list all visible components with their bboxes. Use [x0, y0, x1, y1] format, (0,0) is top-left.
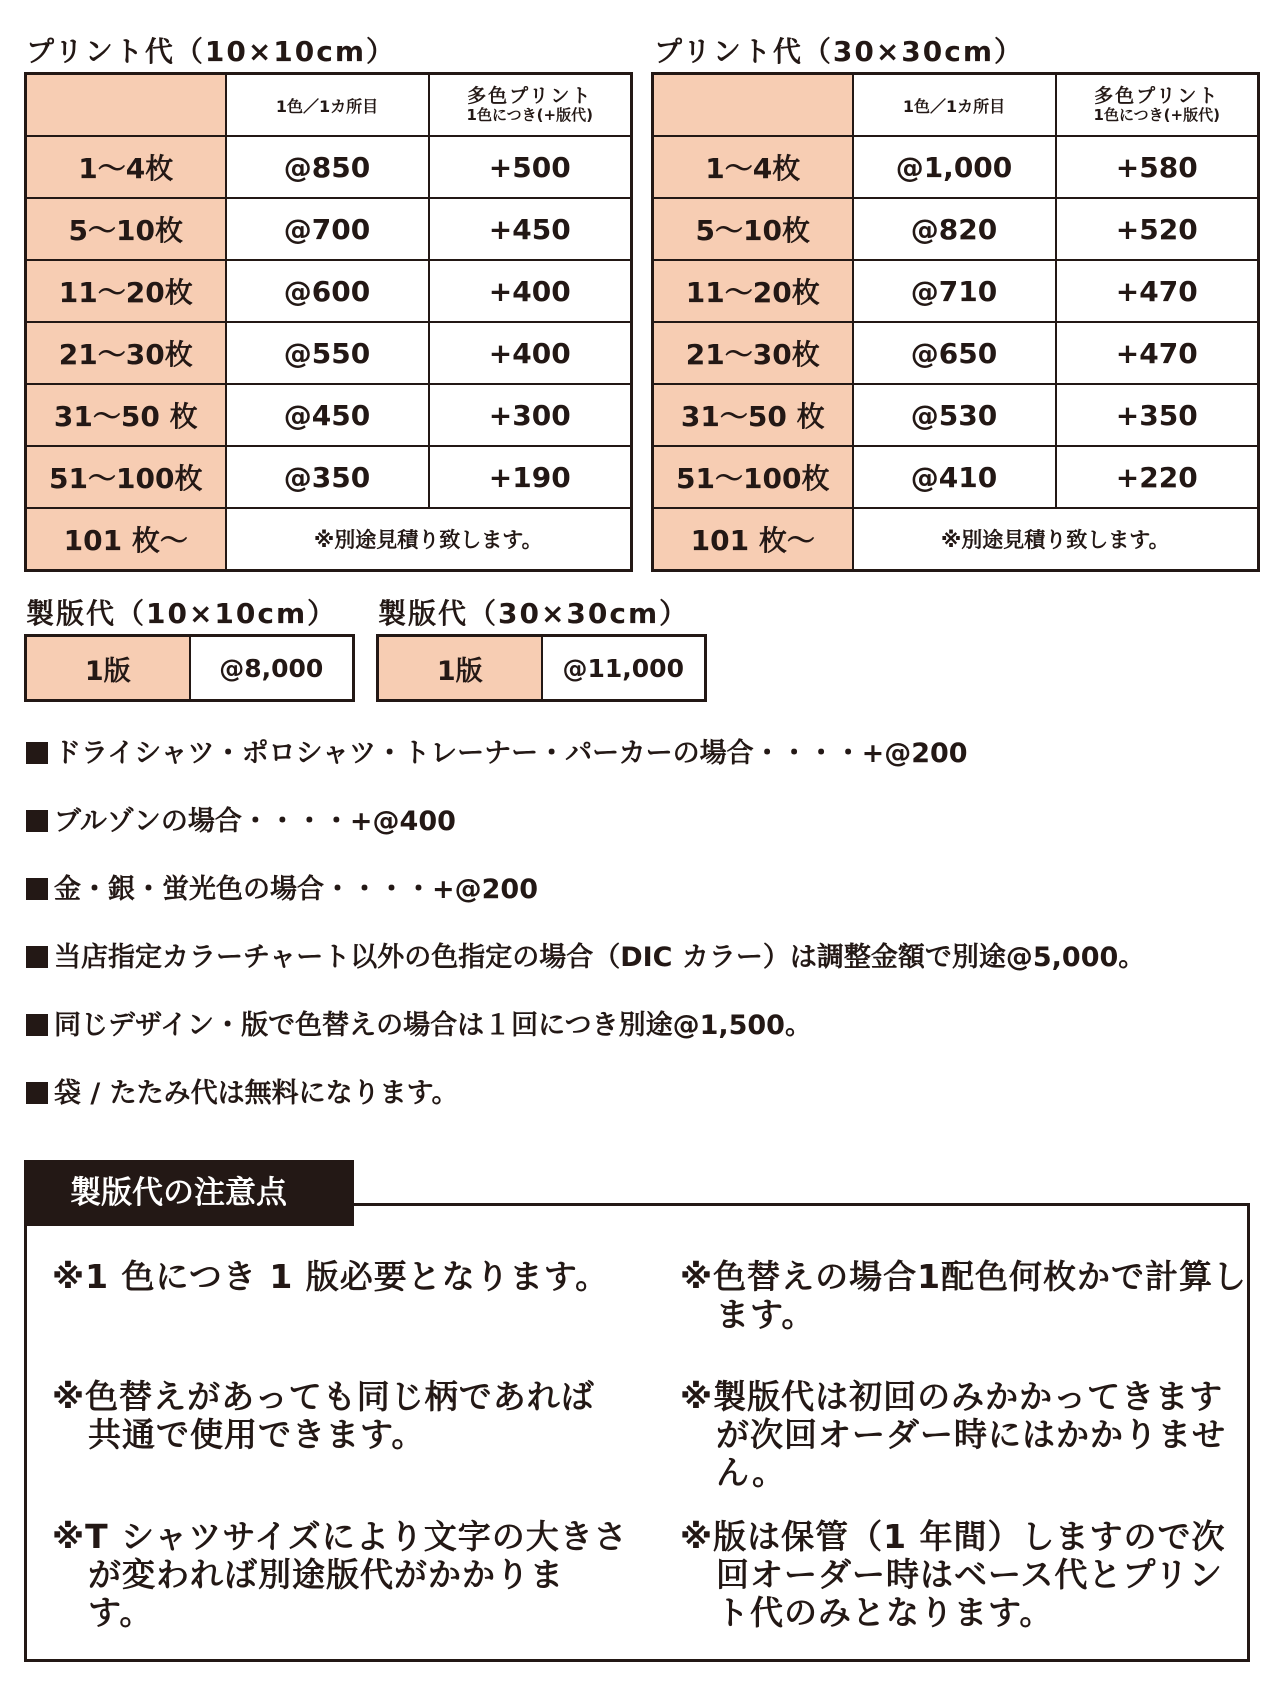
- multi-price-cell: +400: [429, 322, 632, 384]
- table-row: [653, 260, 1259, 322]
- header-single-color: 1色／1カ所目: [853, 74, 1056, 137]
- header-corner: [26, 74, 226, 137]
- table-row: [653, 446, 1259, 508]
- qty-cell: 21～30枚: [653, 322, 853, 384]
- single-price-cell: @820: [853, 198, 1056, 260]
- table-header-row: [26, 74, 632, 137]
- caution-note: ※製版代は初回のみかかってきますが次回オーダー時にはかかりません。: [680, 1377, 1226, 1492]
- table-row: [26, 446, 632, 508]
- list-item: 袋 / たたみ代は無料になります。: [26, 1076, 1256, 1144]
- qty-cell: 51～100枚: [653, 446, 853, 508]
- multi-price-cell: +350: [1056, 384, 1259, 446]
- print-price-table-10x10: [24, 72, 633, 572]
- plate-label-cell: 1版: [378, 636, 542, 701]
- single-price-cell: @450: [226, 384, 429, 446]
- print-table-10-title: プリント代（10×10cm）: [26, 35, 397, 68]
- caution-note: ※色替えがあっても同じ柄であれば共通で使用できます。: [52, 1377, 595, 1454]
- table-row: [26, 198, 632, 260]
- single-price-cell: @850: [226, 136, 429, 198]
- header-single-color: 1色／1カ所目: [226, 74, 429, 137]
- list-item: 同じデザイン・版で色替えの場合は１回につき別途@1,500。: [26, 1008, 1256, 1076]
- square-bullet-icon: [26, 810, 48, 832]
- table-row: [26, 322, 632, 384]
- multi-price-cell: +470: [1056, 260, 1259, 322]
- surcharge-list: [26, 736, 1256, 1144]
- list-item: ブルゾンの場合・・・・+@400: [26, 804, 1256, 872]
- list-item: 当店指定カラーチャート以外の色指定の場合（DIC カラー）は調整金額で別途@5,000。: [26, 940, 1256, 1008]
- table-row: [26, 260, 632, 322]
- square-bullet-icon: [26, 946, 48, 968]
- plate-table-30-title: 製版代（30×30cm）: [378, 597, 690, 630]
- single-price-cell: @710: [853, 260, 1056, 322]
- print-price-table-30x30: [651, 72, 1260, 572]
- table-row: [378, 636, 706, 701]
- header-multi-color: 多色プリント 1色につき(+版代): [429, 74, 632, 137]
- header-multi-color: 多色プリント 1色につき(+版代): [1056, 74, 1259, 137]
- qty-cell: 31～50 枚: [653, 384, 853, 446]
- header-corner: [653, 74, 853, 137]
- caution-title: 製版代の注意点: [24, 1160, 354, 1226]
- multi-price-cell: +470: [1056, 322, 1259, 384]
- plate-price-table-10x10: [24, 634, 355, 702]
- qty-cell: 1～4枚: [26, 136, 226, 198]
- table-row-estimate: [653, 508, 1259, 571]
- caution-note: ※版は保管（1 年間）しますので次回オーダー時はベース代とプリント代のみとなります。: [680, 1517, 1226, 1632]
- table-row: [653, 136, 1259, 198]
- single-price-cell: @350: [226, 446, 429, 508]
- list-item: 金・銀・蛍光色の場合・・・・+@200: [26, 872, 1256, 940]
- table-row: [26, 136, 632, 198]
- table-header-row: [653, 74, 1259, 137]
- qty-cell: 21～30枚: [26, 322, 226, 384]
- list-item: ドライシャツ・ポロシャツ・トレーナー・パーカーの場合・・・・+@200: [26, 736, 1256, 804]
- qty-cell: 51～100枚: [26, 446, 226, 508]
- table-row-estimate: [26, 508, 632, 571]
- single-price-cell: @1,000: [853, 136, 1056, 198]
- plate-price-cell: @11,000: [542, 636, 706, 701]
- single-price-cell: @530: [853, 384, 1056, 446]
- plate-price-cell: @8,000: [190, 636, 354, 701]
- square-bullet-icon: [26, 878, 48, 900]
- table-row: [653, 198, 1259, 260]
- multi-price-cell: +580: [1056, 136, 1259, 198]
- caution-note: ※T シャツサイズにより文字の大きさが変われば別途版代がかかります。: [52, 1517, 628, 1632]
- qty-cell: 101 枚～: [653, 508, 853, 571]
- qty-cell: 31～50 枚: [26, 384, 226, 446]
- single-price-cell: @650: [853, 322, 1056, 384]
- qty-cell: 11～20枚: [26, 260, 226, 322]
- qty-cell: 11～20枚: [653, 260, 853, 322]
- estimate-note-cell: ※別途見積り致します。: [853, 508, 1259, 571]
- table-row: [653, 322, 1259, 384]
- multi-price-cell: +450: [429, 198, 632, 260]
- table-row: [26, 636, 354, 701]
- plate-price-table-30x30: [376, 634, 707, 702]
- multi-price-cell: +300: [429, 384, 632, 446]
- multi-price-cell: +190: [429, 446, 632, 508]
- multi-price-cell: +500: [429, 136, 632, 198]
- table-row: [26, 384, 632, 446]
- single-price-cell: @550: [226, 322, 429, 384]
- plate-label-cell: 1版: [26, 636, 190, 701]
- square-bullet-icon: [26, 1082, 48, 1104]
- single-price-cell: @700: [226, 198, 429, 260]
- table-row: [653, 384, 1259, 446]
- square-bullet-icon: [26, 1014, 48, 1036]
- print-table-30-title: プリント代（30×30cm）: [654, 35, 1025, 68]
- square-bullet-icon: [26, 742, 48, 764]
- qty-cell: 5～10枚: [653, 198, 853, 260]
- qty-cell: 5～10枚: [26, 198, 226, 260]
- qty-cell: 1～4枚: [653, 136, 853, 198]
- multi-price-cell: +520: [1056, 198, 1259, 260]
- multi-price-cell: +400: [429, 260, 632, 322]
- caution-note: ※色替えの場合1配色何枚かで計算します。: [680, 1257, 1248, 1334]
- multi-price-cell: +220: [1056, 446, 1259, 508]
- qty-cell: 101 枚～: [26, 508, 226, 571]
- caution-note: ※1 色につき 1 版必要となります。: [52, 1257, 610, 1296]
- single-price-cell: @600: [226, 260, 429, 322]
- single-price-cell: @410: [853, 446, 1056, 508]
- plate-table-10-title: 製版代（10×10cm）: [26, 597, 338, 630]
- estimate-note-cell: ※別途見積り致します。: [226, 508, 632, 571]
